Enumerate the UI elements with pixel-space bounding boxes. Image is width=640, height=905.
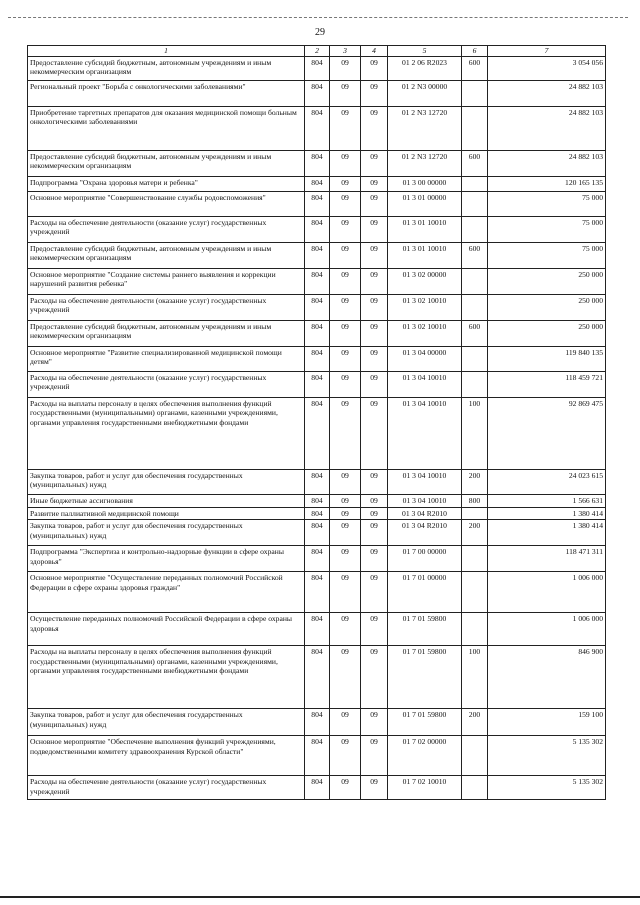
row-admin-code: 804 <box>305 57 330 81</box>
row-expense-type <box>462 572 488 613</box>
row-amount: 1 006 000 <box>488 572 606 613</box>
row-expense-type: 200 <box>462 470 488 495</box>
row-expense-type <box>462 107 488 151</box>
row-section: 09 <box>330 508 361 520</box>
column-header: 6 <box>462 46 488 57</box>
row-name: Расходы на обеспечение деятельности (оказание услуг) государственных учреждений <box>28 217 305 243</box>
table-row <box>28 613 606 646</box>
row-amount: 1 380 414 <box>488 508 606 520</box>
column-header: 2 <box>305 46 330 57</box>
row-section: 09 <box>330 321 361 347</box>
row-expense-type: 100 <box>462 398 488 470</box>
table-row <box>28 546 606 572</box>
row-amount: 120 165 135 <box>488 177 606 192</box>
row-section: 09 <box>330 736 361 776</box>
row-name: Расходы на выплаты персоналу в целях обеспечения выполнения функций государственными (муниципальными) органами, казенными учреждениями, органами управления государственными внебюджетными фондами <box>28 398 305 470</box>
row-amount: 159 100 <box>488 709 606 736</box>
table-row <box>28 572 606 613</box>
row-name: Расходы на выплаты персоналу в целях обеспечения выполнения функций государственными (муниципальными) органами, казенными учреждениями, органами управления государственными внебюджетными фондами <box>28 646 305 709</box>
row-admin-code: 804 <box>305 520 330 546</box>
row-admin-code: 804 <box>305 295 330 321</box>
row-expense-type: 600 <box>462 321 488 347</box>
row-name: Расходы на обеспечение деятельности (оказание услуг) государственных учреждений <box>28 295 305 321</box>
row-section: 09 <box>330 372 361 398</box>
row-subsection: 09 <box>361 107 388 151</box>
row-admin-code: 804 <box>305 470 330 495</box>
row-target-article: 01 7 01 59800 <box>388 709 462 736</box>
row-target-article: 01 7 01 59800 <box>388 613 462 646</box>
row-subsection: 09 <box>361 646 388 709</box>
row-admin-code: 804 <box>305 321 330 347</box>
row-target-article: 01 7 00 00000 <box>388 546 462 572</box>
row-name: Закупка товаров, работ и услуг для обеспечения государственных (муниципальных) нужд <box>28 520 305 546</box>
row-expense-type <box>462 372 488 398</box>
row-amount: 1 566 631 <box>488 495 606 508</box>
row-name: Основное мероприятие "Обеспечение выполнения функций учреждениями, подведомственными комитету здравоохранения Курской области" <box>28 736 305 776</box>
row-name: Предоставление субсидий бюджетным, автономным учреждениям и иным некоммерческим организациям <box>28 243 305 269</box>
row-admin-code: 804 <box>305 736 330 776</box>
row-expense-type <box>462 217 488 243</box>
row-target-article: 01 3 04 R2010 <box>388 508 462 520</box>
row-section: 09 <box>330 243 361 269</box>
row-name: Закупка товаров, работ и услуг для обеспечения государственных (муниципальных) нужд <box>28 709 305 736</box>
row-target-article: 01 3 01 10010 <box>388 243 462 269</box>
row-section: 09 <box>330 347 361 372</box>
row-expense-type <box>462 347 488 372</box>
row-admin-code: 804 <box>305 192 330 217</box>
row-amount: 5 135 302 <box>488 776 606 800</box>
row-amount: 118 471 311 <box>488 546 606 572</box>
row-section: 09 <box>330 57 361 81</box>
row-name: Предоставление субсидий бюджетным, автономным учреждениям и иным некоммерческим организациям <box>28 321 305 347</box>
row-amount: 250 000 <box>488 269 606 295</box>
row-name: Региональный проект "Борьба с онкологическими заболеваниями" <box>28 81 305 107</box>
row-subsection: 09 <box>361 520 388 546</box>
row-amount: 24 882 103 <box>488 107 606 151</box>
row-amount: 250 000 <box>488 295 606 321</box>
table-row <box>28 269 606 295</box>
row-target-article: 01 3 00 00000 <box>388 177 462 192</box>
row-admin-code: 804 <box>305 709 330 736</box>
row-expense-type <box>462 736 488 776</box>
row-target-article: 01 3 04 00000 <box>388 347 462 372</box>
row-name: Развитие паллиативной медицинской помощи <box>28 508 305 520</box>
table-row <box>28 495 606 508</box>
row-subsection: 09 <box>361 776 388 800</box>
row-target-article: 01 2 N3 00000 <box>388 81 462 107</box>
row-subsection: 09 <box>361 709 388 736</box>
row-expense-type: 600 <box>462 243 488 269</box>
table-row <box>28 508 606 520</box>
row-admin-code: 804 <box>305 372 330 398</box>
row-target-article: 01 7 01 00000 <box>388 572 462 613</box>
row-name: Расходы на обеспечение деятельности (оказание услуг) государственных учреждений <box>28 372 305 398</box>
row-amount: 92 869 475 <box>488 398 606 470</box>
row-amount: 846 900 <box>488 646 606 709</box>
table-row <box>28 520 606 546</box>
row-section: 09 <box>330 470 361 495</box>
row-name: Основное мероприятие "Создание системы раннего выявления и коррекции нарушений развития ребенка" <box>28 269 305 295</box>
row-subsection: 09 <box>361 192 388 217</box>
row-expense-type <box>462 613 488 646</box>
row-expense-type <box>462 295 488 321</box>
row-subsection: 09 <box>361 347 388 372</box>
row-section: 09 <box>330 107 361 151</box>
table-row <box>28 398 606 470</box>
row-amount: 118 459 721 <box>488 372 606 398</box>
row-subsection: 09 <box>361 321 388 347</box>
row-amount: 3 054 056 <box>488 57 606 81</box>
column-header: 1 <box>28 46 305 57</box>
bottom-rule <box>0 896 640 898</box>
page-number: 29 <box>315 27 325 38</box>
table-row <box>28 81 606 107</box>
row-name: Основное мероприятие "Осуществление переданных полномочий Российской Федерации в сфере охраны здоровья граждан" <box>28 572 305 613</box>
row-section: 09 <box>330 776 361 800</box>
row-section: 09 <box>330 646 361 709</box>
row-expense-type: 200 <box>462 520 488 546</box>
table-row <box>28 217 606 243</box>
row-expense-type <box>462 776 488 800</box>
table-row <box>28 107 606 151</box>
row-subsection: 09 <box>361 177 388 192</box>
row-section: 09 <box>330 217 361 243</box>
row-section: 09 <box>330 709 361 736</box>
row-expense-type <box>462 192 488 217</box>
row-section: 09 <box>330 192 361 217</box>
table-row <box>28 177 606 192</box>
table-row <box>28 192 606 217</box>
top-separator <box>8 17 628 18</box>
row-section: 09 <box>330 177 361 192</box>
row-expense-type <box>462 508 488 520</box>
row-admin-code: 804 <box>305 347 330 372</box>
row-target-article: 01 3 04 10010 <box>388 372 462 398</box>
row-admin-code: 804 <box>305 269 330 295</box>
row-target-article: 01 2 N3 12720 <box>388 107 462 151</box>
column-header: 7 <box>488 46 606 57</box>
row-admin-code: 804 <box>305 646 330 709</box>
row-section: 09 <box>330 572 361 613</box>
column-header: 5 <box>388 46 462 57</box>
row-subsection: 09 <box>361 508 388 520</box>
row-target-article: 01 3 02 00000 <box>388 269 462 295</box>
row-expense-type: 100 <box>462 646 488 709</box>
row-name: Основное мероприятие "Совершенствование службы родовспоможения" <box>28 192 305 217</box>
row-admin-code: 804 <box>305 546 330 572</box>
row-target-article: 01 2 06 R2023 <box>388 57 462 81</box>
row-expense-type <box>462 177 488 192</box>
row-section: 09 <box>330 495 361 508</box>
row-name: Подпрограмма "Экспертиза и контрольно-надзорные функции в сфере охраны здоровья" <box>28 546 305 572</box>
table-row <box>28 372 606 398</box>
row-admin-code: 804 <box>305 81 330 107</box>
row-subsection: 09 <box>361 217 388 243</box>
budget-table <box>27 45 606 800</box>
row-amount: 75 000 <box>488 217 606 243</box>
row-target-article: 01 7 01 59800 <box>388 646 462 709</box>
column-header: 3 <box>330 46 361 57</box>
row-subsection: 09 <box>361 398 388 470</box>
row-section: 09 <box>330 398 361 470</box>
row-admin-code: 804 <box>305 151 330 177</box>
row-subsection: 09 <box>361 572 388 613</box>
row-subsection: 09 <box>361 613 388 646</box>
row-name: Приобретение таргетных препаратов для оказания медицинской помощи больным онкологическими заболеваниями <box>28 107 305 151</box>
row-admin-code: 804 <box>305 572 330 613</box>
row-section: 09 <box>330 546 361 572</box>
row-name: Предоставление субсидий бюджетным, автономным учреждениям и иным некоммерческим организациям <box>28 57 305 81</box>
row-target-article: 01 3 01 00000 <box>388 192 462 217</box>
row-amount: 250 000 <box>488 321 606 347</box>
row-name: Иные бюджетные ассигнования <box>28 495 305 508</box>
row-subsection: 09 <box>361 81 388 107</box>
row-subsection: 09 <box>361 295 388 321</box>
row-subsection: 09 <box>361 736 388 776</box>
row-amount: 24 023 615 <box>488 470 606 495</box>
row-section: 09 <box>330 613 361 646</box>
row-subsection: 09 <box>361 495 388 508</box>
row-name: Основное мероприятие "Развитие специализированной медицинской помощи детям" <box>28 347 305 372</box>
row-subsection: 09 <box>361 269 388 295</box>
row-amount: 5 135 302 <box>488 736 606 776</box>
row-amount: 24 882 103 <box>488 151 606 177</box>
row-subsection: 09 <box>361 243 388 269</box>
row-admin-code: 804 <box>305 495 330 508</box>
row-expense-type: 600 <box>462 151 488 177</box>
row-target-article: 01 3 01 10010 <box>388 217 462 243</box>
row-amount: 1 380 414 <box>488 520 606 546</box>
row-target-article: 01 3 04 10010 <box>388 470 462 495</box>
table-row <box>28 709 606 736</box>
table-row <box>28 151 606 177</box>
row-target-article: 01 2 N3 12720 <box>388 151 462 177</box>
row-section: 09 <box>330 520 361 546</box>
row-target-article: 01 7 02 10010 <box>388 776 462 800</box>
table-row <box>28 646 606 709</box>
row-admin-code: 804 <box>305 613 330 646</box>
row-subsection: 09 <box>361 372 388 398</box>
row-admin-code: 804 <box>305 107 330 151</box>
row-expense-type <box>462 546 488 572</box>
row-section: 09 <box>330 151 361 177</box>
row-name: Расходы на обеспечение деятельности (оказание услуг) государственных учреждений <box>28 776 305 800</box>
row-admin-code: 804 <box>305 776 330 800</box>
row-target-article: 01 3 02 10010 <box>388 295 462 321</box>
row-subsection: 09 <box>361 151 388 177</box>
row-expense-type <box>462 81 488 107</box>
row-section: 09 <box>330 81 361 107</box>
row-amount: 75 000 <box>488 192 606 217</box>
row-section: 09 <box>330 295 361 321</box>
row-expense-type <box>462 269 488 295</box>
row-section: 09 <box>330 269 361 295</box>
row-name: Закупка товаров, работ и услуг для обеспечения государственных (муниципальных) нужд <box>28 470 305 495</box>
row-target-article: 01 3 02 10010 <box>388 321 462 347</box>
column-header: 4 <box>361 46 388 57</box>
row-admin-code: 804 <box>305 217 330 243</box>
row-admin-code: 804 <box>305 243 330 269</box>
row-name: Предоставление субсидий бюджетным, автономным учреждениям и иным некоммерческим организациям <box>28 151 305 177</box>
row-amount: 119 840 135 <box>488 347 606 372</box>
table-row <box>28 736 606 776</box>
column-header-row <box>28 46 606 57</box>
row-subsection: 09 <box>361 470 388 495</box>
row-subsection: 09 <box>361 546 388 572</box>
row-amount: 1 006 000 <box>488 613 606 646</box>
table-row <box>28 347 606 372</box>
table-row <box>28 470 606 495</box>
row-name: Подпрограмма "Охрана здоровья матери и ребенка" <box>28 177 305 192</box>
row-expense-type: 800 <box>462 495 488 508</box>
table-row <box>28 295 606 321</box>
table-row <box>28 776 606 800</box>
table-row <box>28 243 606 269</box>
row-target-article: 01 3 04 10010 <box>388 495 462 508</box>
row-expense-type: 200 <box>462 709 488 736</box>
row-subsection: 09 <box>361 57 388 81</box>
row-admin-code: 804 <box>305 508 330 520</box>
row-amount: 75 000 <box>488 243 606 269</box>
table-row <box>28 321 606 347</box>
row-target-article: 01 7 02 00000 <box>388 736 462 776</box>
row-expense-type: 600 <box>462 57 488 81</box>
row-name: Осуществление переданных полномочий Российской Федерации в сфере охраны здоровья <box>28 613 305 646</box>
row-target-article: 01 3 04 10010 <box>388 398 462 470</box>
row-amount: 24 882 103 <box>488 81 606 107</box>
row-admin-code: 804 <box>305 398 330 470</box>
row-admin-code: 804 <box>305 177 330 192</box>
row-target-article: 01 3 04 R2010 <box>388 520 462 546</box>
table-row <box>28 57 606 81</box>
